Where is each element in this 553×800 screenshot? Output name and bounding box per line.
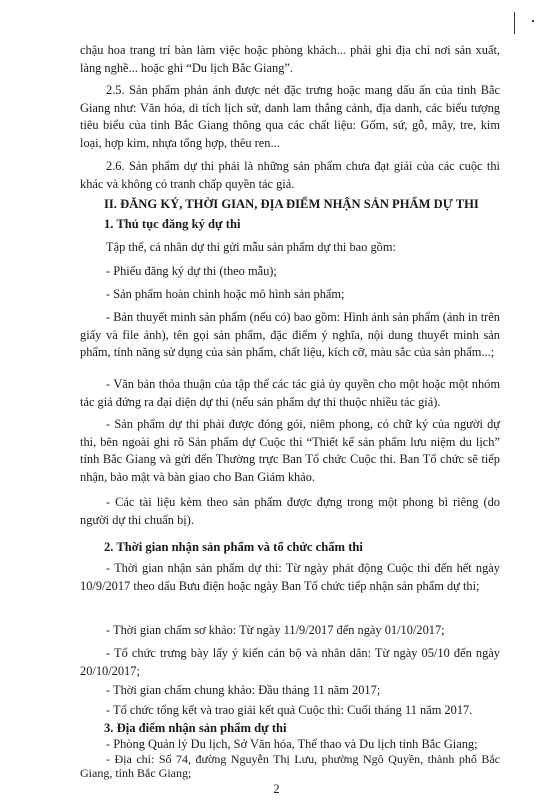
bullet-address: - Địa chỉ: Số 74, đường Nguyễn Thị Lưu, phường Ngô Quyền, thành phố Bắc Giang, tỉnh Bắc Giang;: [80, 752, 500, 780]
scan-margin-dot: [532, 20, 534, 22]
bullet-product: - Sản phẩm hoàn chỉnh hoặc mô hình sản phẩm;: [106, 287, 345, 301]
paragraph-2-6: 2.6. Sản phẩm dự thi phải là những sản phẩm chưa đạt giải của các cuộc thi khác và không có tranh chấp quyền tác giả.: [80, 159, 500, 191]
page-number: 2: [273, 782, 280, 796]
bullet-documents: - Các tài liệu kèm theo sản phẩm được đựng trong một phong bì riêng (do người dự thi chuẩn bị).: [80, 495, 500, 527]
paragraph-continuation: chậu hoa trang trí bàn làm việc hoặc phòng khách... phải ghi địa chỉ nơi sản xuất, làng nghề... hoặc ghi “Du lịch Bắc Giang”.: [80, 43, 500, 75]
bullet-preliminary-judging: - Thời gian chấm sơ khảo: Từ ngày 11/9/2017 đến ngày 01/10/2017;: [106, 623, 445, 637]
bullet-description: - Bản thuyết minh sản phẩm (nếu có) bao gồm: Hình ảnh sản phẩm (ảnh in trên giấy và file ảnh), tên gọi sản phẩm, đặc điểm ý nghĩa, nội dung thuyết minh sản phẩm, tính năng sử dụng của sản phẩm, chất liệu, kích cỡ, màu sắc của sản phẩm...;: [80, 310, 500, 359]
bullet-award-ceremony: - Tổ chức tổng kết và trao giải kết quả Cuộc thi: Cuối tháng 11 năm 2017.: [106, 703, 473, 717]
bullet-receiving-period: - Thời gian nhận sản phẩm dự thi: Từ ngày phát động Cuộc thi đến hết ngày 10/9/2017 theo dấu Bưu điện hoặc ngày Ban Tổ chức tiếp nhận sản phẩm dự thi;: [80, 561, 500, 593]
paragraph-intro: Tập thể, cá nhân dự thi gửi mẫu sản phẩm dự thi bao gồm:: [106, 240, 396, 254]
scan-margin-mark: [514, 12, 515, 34]
section-ii-heading: II. ĐĂNG KÝ, THỜI GIAN, ĐỊA ĐIỂM NHẬN SẢN PHẨM DỰ THI: [104, 197, 479, 211]
bullet-registration-form: - Phiếu đăng ký dự thi (theo mẫu);: [106, 264, 277, 278]
bullet-packaging: - Sản phẩm dự thi phải được đóng gói, niêm phong, có chữ ký của người dự thi, bên ngoài ghi rõ Sản phẩm dự Cuộc thi “Thiết kế sản phẩm lưu niệm du lịch” tỉnh Bắc Giang và gửi đến Thường trực Ban Tổ chức Cuộc thi. Ban Tổ chức sẽ tiếp nhận, bảo mật và bàn giao cho Ban Giám khảo.: [80, 417, 500, 484]
heading-timeline: 2. Thời gian nhận sản phẩm và tổ chức chấm thi: [104, 540, 363, 554]
bullet-office: - Phòng Quản lý Du lịch, Sở Văn hóa, Thể thao và Du lịch tỉnh Bắc Giang;: [106, 737, 478, 751]
heading-location: 3. Địa điểm nhận sản phẩm dự thi: [104, 721, 287, 735]
bullet-agreement: - Văn bản thỏa thuận của tập thể các tác giả ủy quyền cho một hoặc một nhóm tác giả đứng ra đại diện dự thi (nếu sản phẩm dự thi thuộc nhiều tác giả).: [80, 377, 500, 409]
bullet-final-judging: - Thời gian chấm chung khảo: Đầu tháng 11 năm 2017;: [106, 683, 381, 697]
heading-registration: 1. Thủ tục đăng ký dự thi: [104, 217, 241, 231]
paragraph-2-5: 2.5. Sản phẩm phản ánh được nét đặc trưng hoặc mang dấu ấn của tỉnh Bắc Giang như: Văn hóa, di tích lịch sử, danh lam thắng cảnh, địa danh, các biểu tượng tiêu biểu của tỉnh Bắc Giang thông qua các chất liệu: Gốm, sứ, gỗ, mây, tre, kim loại, hợp kim, nhựa tổng hợp, thêu ren...: [80, 83, 500, 150]
bullet-exhibition: - Tổ chức trưng bày lấy ý kiến cán bộ và nhân dân: Từ ngày 05/10 đến ngày 20/10/2017;: [80, 646, 500, 678]
